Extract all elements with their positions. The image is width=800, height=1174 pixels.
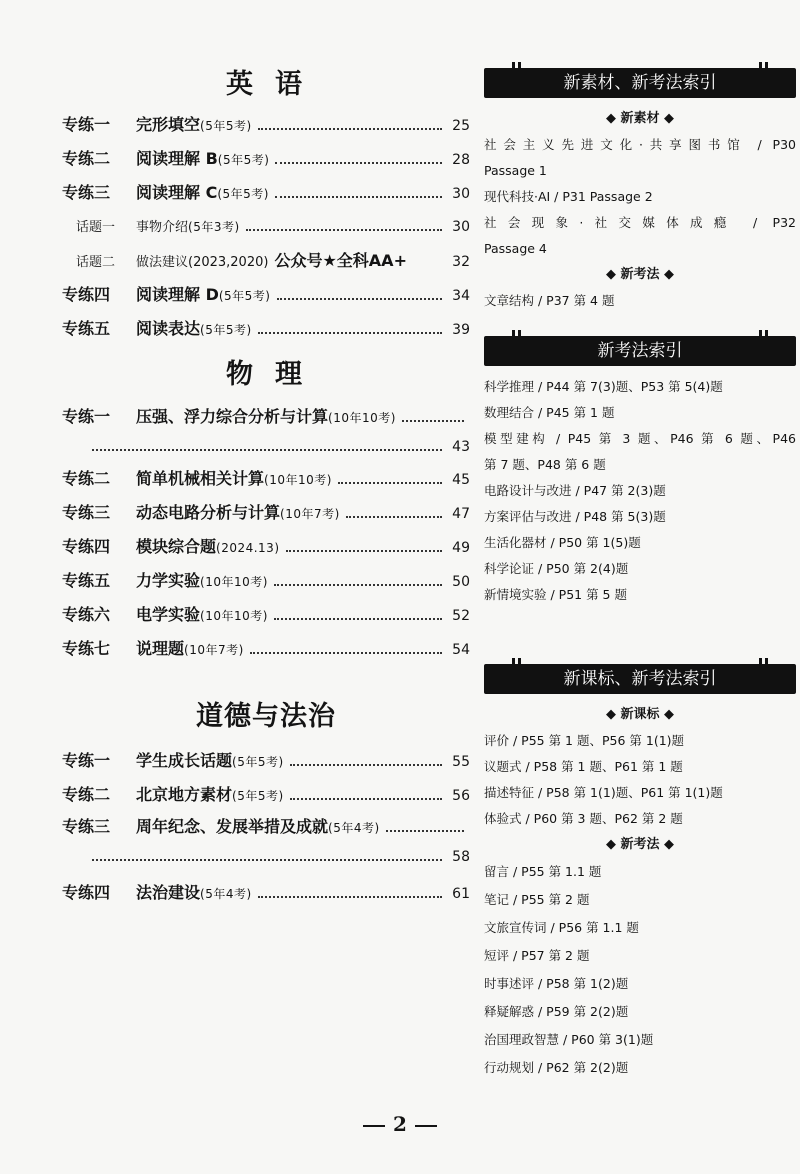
index-item[interactable]: 科学论证 / P50 第 2(4)题 [484, 561, 629, 576]
entry-label: 专练二 [62, 149, 111, 168]
entry-label: 专练一 [62, 751, 111, 770]
english-title: 英语 [226, 69, 324, 100]
entry-label: 专练三 [62, 817, 111, 836]
toc-entry[interactable] [62, 598, 470, 632]
entry-label: 专练五 [62, 571, 111, 590]
entry-page: 39 [452, 322, 470, 338]
toc-entry[interactable] [62, 744, 470, 778]
index-subheading: ◆ 新考法 ◆ [605, 267, 675, 282]
dot-leader [92, 449, 442, 451]
toc-entry[interactable] [62, 108, 470, 142]
index-item[interactable]: 模型建构 / P45 第 3 题、P46 第 6 题、P46 [484, 431, 796, 446]
entry-label: 专练五 [62, 319, 111, 338]
entry-page: 49 [452, 540, 470, 556]
page-number-value: 2 [393, 1112, 407, 1136]
entry-title: 动态电路分析与计算(10年7考) [136, 503, 340, 522]
entry-label: 话题二 [76, 255, 116, 270]
entry-title: 压强、浮力综合分析与计算(10年10考) [136, 407, 396, 426]
index-item[interactable]: 社会现象·社交媒体成瘾 / P32 [484, 215, 796, 230]
dot-leader [346, 516, 442, 518]
toc-entry[interactable] [62, 530, 470, 564]
entry-label: 专练四 [62, 285, 111, 304]
index-subheading: ◆ 新考法 ◆ [605, 837, 675, 852]
entry-label: 专练二 [62, 785, 111, 804]
index-item[interactable]: 体验式 / P60 第 3 题、P62 第 2 题 [484, 811, 683, 826]
toc-entry-continuation[interactable] [62, 842, 470, 872]
dot-leader [277, 298, 443, 300]
dot-leader [258, 332, 442, 334]
toc-entry[interactable] [62, 632, 470, 666]
entry-label: 专练六 [62, 605, 111, 624]
entry-title: 力学实验(10年10考) [136, 571, 268, 590]
entry-title: 做法建议(2023,2020) [136, 255, 269, 270]
dot-leader [338, 482, 442, 484]
entry-label: 专练三 [62, 183, 111, 202]
dot-leader [92, 859, 442, 861]
toc-entry[interactable] [62, 278, 470, 312]
index-item[interactable]: Passage 4 [484, 241, 547, 256]
index-item[interactable]: 第 7 题、P48 第 6 题 [484, 457, 606, 472]
index-banner: 新课标、新考法索引 [484, 664, 796, 694]
dot-leader [250, 652, 442, 654]
page-number [0, 1112, 800, 1136]
entry-label: 话题一 [76, 220, 116, 235]
index-item[interactable]: 文旅宣传词 / P56 第 1.1 题 [484, 920, 639, 935]
index-item[interactable]: 短评 / P57 第 2 题 [484, 948, 590, 963]
index-banner: 新考法索引 [484, 336, 796, 366]
index-item[interactable]: 评价 / P55 第 1 题、P56 第 1(1)题 [484, 733, 685, 748]
entry-page: 30 [452, 186, 470, 202]
entry-label: 专练一 [62, 115, 111, 134]
index-subheading: ◆ 新课标 ◆ [605, 707, 675, 722]
index-item[interactable]: 电路设计与改进 / P47 第 2(3)题 [484, 483, 666, 498]
entry-title: 说理题(10年7考) [136, 639, 244, 658]
entry-page: 43 [452, 439, 470, 455]
physics-title: 物理 [226, 359, 324, 390]
entry-page: 30 [452, 219, 470, 235]
dot-leader [402, 420, 464, 422]
dot-leader [275, 162, 442, 164]
toc-entry[interactable] [62, 564, 470, 598]
index-item[interactable]: 数理结合 / P45 第 1 题 [484, 405, 615, 420]
entry-title: 阅读理解 D(5年5考) [136, 285, 271, 304]
dash-right [415, 1125, 437, 1127]
index-item[interactable]: 治国理政智慧 / P60 第 3(1)题 [484, 1032, 654, 1047]
entry-label: 专练七 [62, 639, 111, 658]
toc-entry[interactable] [62, 496, 470, 530]
index-item[interactable]: 描述特征 / P58 第 1(1)题、P61 第 1(1)题 [484, 785, 723, 800]
index-item[interactable]: 新情境实验 / P51 第 5 题 [484, 587, 627, 602]
dot-leader [275, 196, 442, 198]
entry-page: 45 [452, 472, 470, 488]
entry-label: 专练四 [62, 883, 111, 902]
index-item[interactable]: 方案评估与改进 / P48 第 5(3)题 [484, 509, 666, 524]
entry-page: 54 [452, 642, 470, 658]
toc-column [62, 62, 470, 910]
index-item[interactable]: Passage 1 [484, 163, 547, 178]
entry-page: 28 [452, 152, 470, 168]
entry-title: 阅读理解 B(5年5考) [136, 149, 270, 168]
entry-title: 阅读表达(5年5考) [136, 319, 252, 338]
entry-page: 32 [452, 254, 470, 270]
entry-title: 北京地方素材(5年5考) [136, 785, 284, 804]
index-item[interactable]: 社会主义先进文化·共享图书馆 / P30 [484, 137, 796, 152]
index-item[interactable]: 议题式 / P58 第 1 题、P61 第 1 题 [484, 759, 683, 774]
entry-page: 61 [452, 886, 470, 902]
dot-leader [258, 896, 442, 898]
index-item[interactable]: 现代科技·AI / P31 Passage 2 [484, 189, 653, 204]
entry-page: 55 [452, 754, 470, 770]
toc-entry[interactable] [62, 778, 470, 812]
toc-entry[interactable] [62, 812, 470, 842]
toc-entry[interactable] [62, 142, 470, 176]
entry-page: 50 [452, 574, 470, 590]
entry-label: 专练三 [62, 503, 111, 522]
entry-page: 34 [452, 288, 470, 304]
index-item[interactable]: 行动规划 / P62 第 2(2)题 [484, 1060, 629, 1075]
morality-title: 道德与法治 [196, 701, 336, 732]
entry-title: 简单机械相关计算(10年10考) [136, 469, 332, 488]
entry-page: 52 [452, 608, 470, 624]
toc-entry-continuation[interactable] [62, 432, 470, 462]
entry-title: 电学实验(10年10考) [136, 605, 268, 624]
entry-title: 周年纪念、发展举措及成就(5年4考) [136, 817, 380, 836]
toc-subentry[interactable] [62, 244, 470, 278]
toc-entry[interactable] [62, 176, 470, 210]
dot-leader [274, 618, 442, 620]
index-item[interactable]: 科学推理 / P44 第 7(3)题、P53 第 5(4)题 [484, 379, 723, 394]
entry-page: 47 [452, 506, 470, 522]
index-item[interactable]: 生活化器材 / P50 第 1(5)题 [484, 535, 641, 550]
toc-entry[interactable] [62, 876, 470, 910]
dot-leader [290, 764, 442, 766]
dot-leader [290, 798, 442, 800]
index-banner: 新素材、新考法索引 [484, 68, 796, 98]
entry-title: 模块综合题(2024.13) [136, 537, 280, 556]
index-subheading: ◆ 新素材 ◆ [605, 111, 675, 126]
entry-title: 完形填空(5年5考) [136, 115, 252, 134]
index-item[interactable]: 笔记 / P55 第 2 题 [484, 892, 590, 907]
entry-title: 法治建设(5年4考) [136, 883, 252, 902]
toc-entry[interactable] [62, 462, 470, 496]
entry-label: 专练一 [62, 407, 111, 426]
dot-leader [286, 550, 442, 552]
entry-label: 专练四 [62, 537, 111, 556]
dot-leader [274, 584, 442, 586]
entry-page: 25 [452, 118, 470, 134]
dash-left [363, 1125, 385, 1127]
index-column [484, 68, 796, 1082]
entry-page: 58 [452, 849, 470, 865]
entry-title: 学生成长话题(5年5考) [136, 751, 284, 770]
toc-entry[interactable] [62, 402, 470, 432]
entry-title: 事物介绍(5年3考) [136, 220, 240, 235]
index-item[interactable]: 文章结构 / P37 第 4 题 [484, 293, 615, 308]
index-item[interactable]: 释疑解惑 / P59 第 2(2)题 [484, 1004, 629, 1019]
entry-title: 阅读理解 C(5年5考) [136, 183, 269, 202]
dot-leader [386, 830, 464, 832]
index-item[interactable]: 留言 / P55 第 1.1 题 [484, 864, 602, 879]
watermark-text: 公众号★全科AA+ [274, 251, 407, 270]
dot-leader [258, 128, 442, 130]
dot-leader [246, 229, 442, 231]
toc-entry[interactable] [62, 312, 470, 346]
entry-page: 56 [452, 788, 470, 804]
index-item[interactable]: 时事述评 / P58 第 1(2)题 [484, 976, 629, 991]
toc-subentry[interactable] [62, 210, 470, 244]
entry-label: 专练二 [62, 469, 111, 488]
